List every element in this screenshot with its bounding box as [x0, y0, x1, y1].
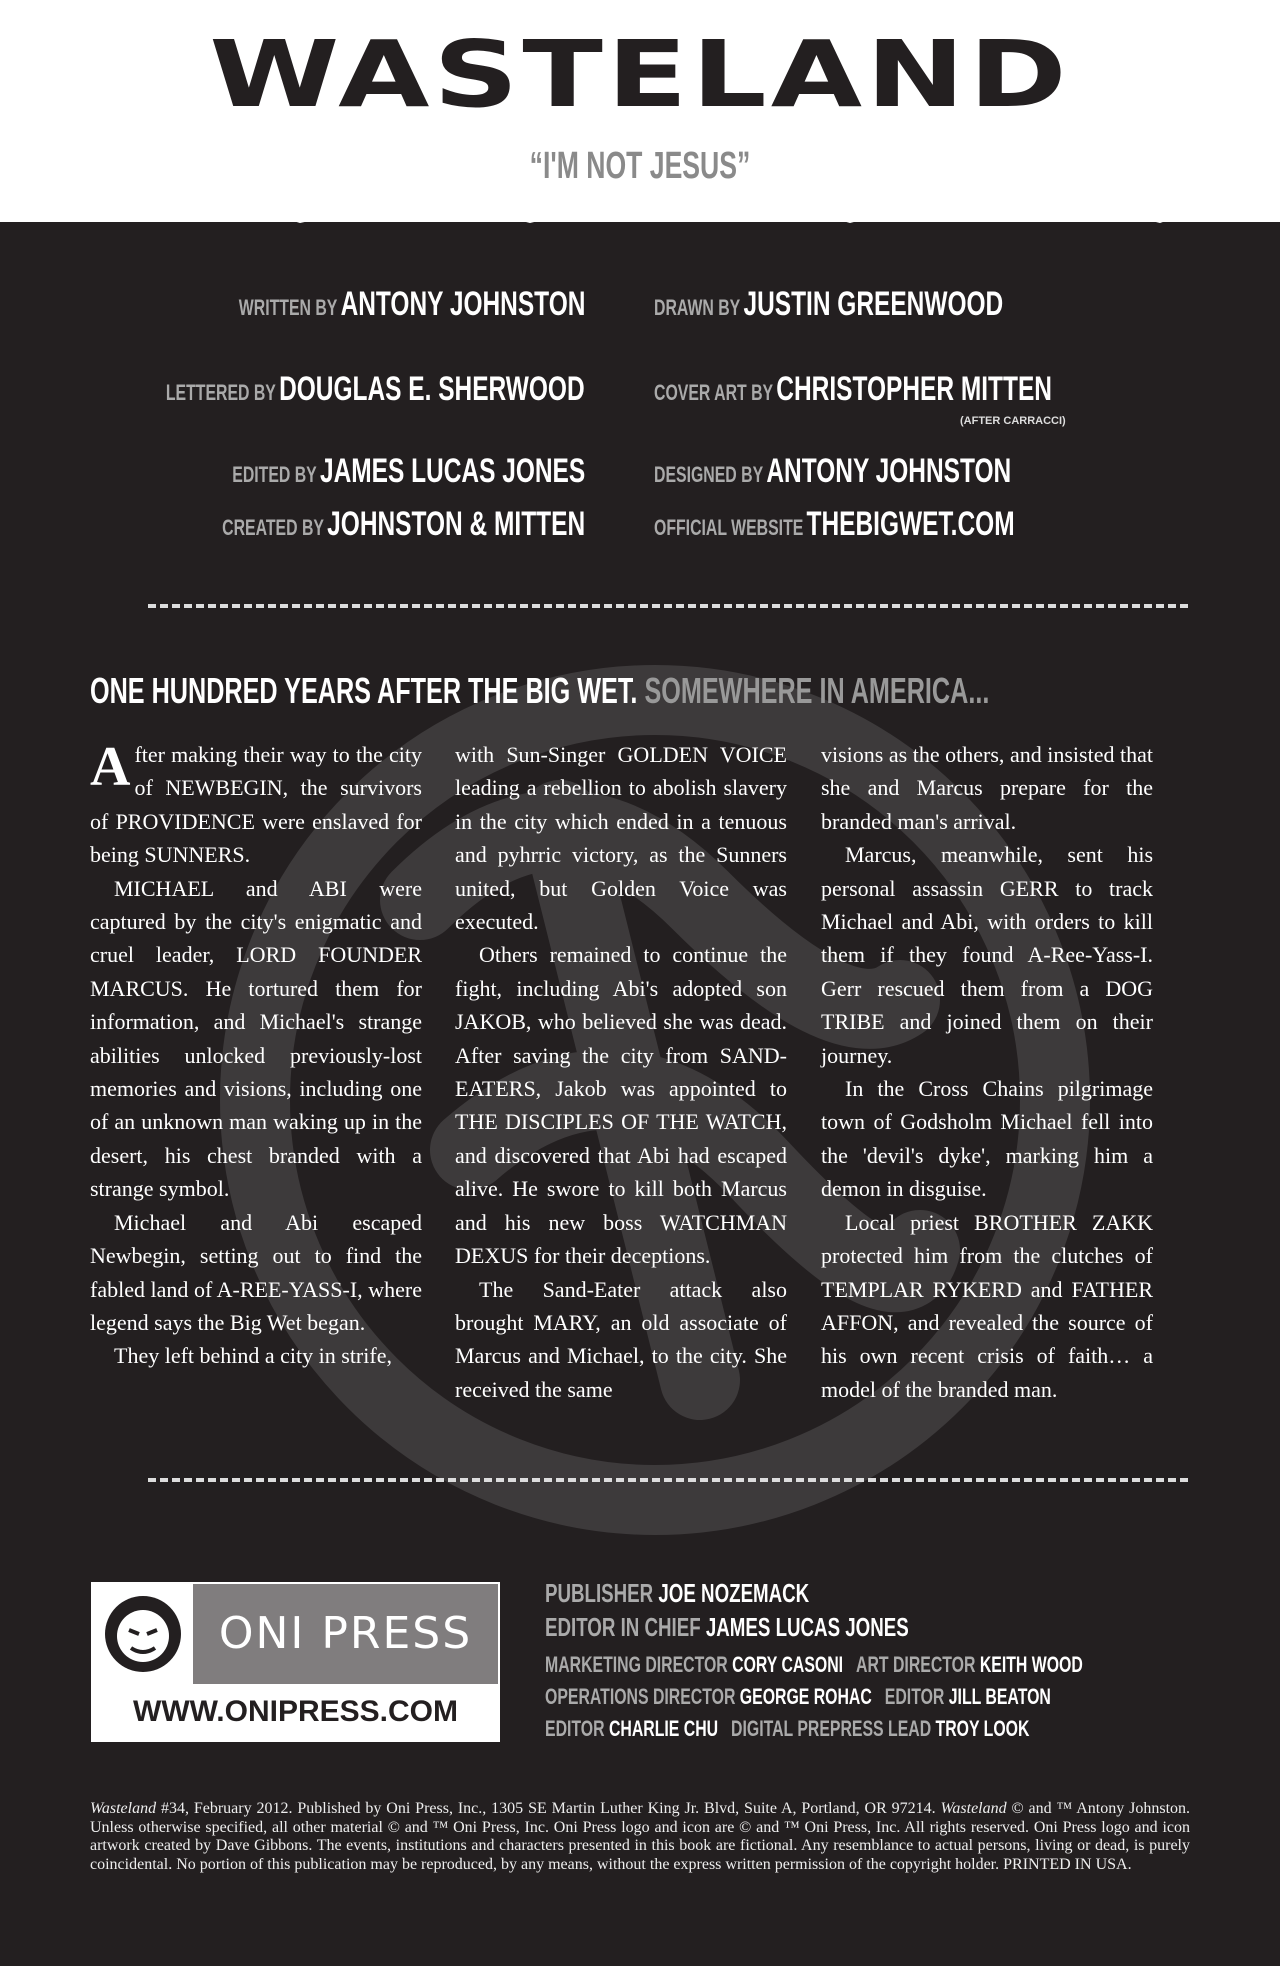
staff-role: OPERATIONS DIRECTOR: [545, 1684, 736, 1709]
credit-written: WRITTEN BY ANTONY JOHNSTON: [238, 285, 585, 323]
recap-heading: ONE HUNDRED YEARS AFTER THE BIG WET. SOMEWHERE IN AMERICA...: [90, 670, 990, 711]
recap-column-3: [821, 738, 1153, 1406]
divider: [148, 1478, 1188, 1482]
staff-row: [545, 1716, 1029, 1742]
recap-paragraph: MICHAEL and ABI were captured by the city's enigmatic and cruel leader, LORD FOUNDER MARCUS. He tortured them for information, and Michael's strange abilities unlocked previously-lost memories and visions, including one of an unknown man waking up in the desert, his chest branded with a strange symbol.: [90, 875, 422, 1202]
staff-role: EDITOR: [884, 1684, 945, 1709]
credit-designed: DESIGNED BY ANTONY JOHNSTON: [654, 452, 1012, 490]
staff-row: [545, 1578, 809, 1609]
staff-name: CHARLIE CHU: [608, 1716, 719, 1741]
credit-drawn: DRAWN BY JUSTIN GREENWOOD: [654, 285, 1004, 323]
legal-notice: Wasteland #34, February 2012. Published by Oni Press, Inc., 1305 SE Martin Luther King Jr. Blvd, Suite A, Portland, OR 97214. Wasteland © and ™ Antony Johnston. Unless otherwise specified, all other material © and ™ Oni Press, Inc. Oni Press logo and icon are © and ™ Oni Press, Inc. All rights reserved. Oni Press logo and icon artwork created by Dave Gibbons. The events, institutions and characters presented in this book are fictional. Any resemblance to actual persons, living or dead, is purely coincidental. No portion of this publication may be reproduced, by any means, without the express written permission of the copyright holder. PRINTED IN USA.: [90, 1800, 1191, 1874]
torn-edge: [0, 195, 1280, 235]
credit-website: OFFICIAL WEBSITE THEBIGWET.COM: [654, 505, 1015, 543]
publisher-name: ONI PRESS: [193, 1584, 498, 1684]
series-title: WASTELAND: [209, 20, 1071, 128]
staff-role: EDITOR: [545, 1716, 605, 1741]
recap-paragraph: In the Cross Chains pilgrimage town of Godsholm Michael fell into the 'devil's dyke', marking him a demon in disguise.: [821, 1076, 1153, 1202]
staff-role: EDITOR IN CHIEF: [545, 1612, 701, 1642]
staff-role: PUBLISHER: [545, 1578, 654, 1608]
oni-mask-icon: [93, 1584, 193, 1684]
recap-paragraph: Michael and Abi escaped Newbegin, setting out to find the fabled land of A-REE-YASS-I, where legend says the Big Wet began.: [90, 1209, 422, 1335]
recap-paragraph: They left behind a city in strife,: [114, 1343, 392, 1369]
staff-name: TROY LOOK: [935, 1716, 1030, 1741]
staff-name: KEITH WOOD: [979, 1652, 1083, 1677]
staff-role: DIGITAL PREPRESS LEAD: [731, 1716, 932, 1741]
paragraph-text: fter making their way to the city of NEWBEGIN, the survivors of PROVIDENCE were enslaved for being SUNNERS.: [90, 742, 422, 868]
recap-column-1: [90, 738, 422, 1373]
credit-lettered: LETTERED BY DOUGLAS E. SHERWOOD: [166, 370, 585, 408]
divider: [148, 604, 1188, 608]
recap-column-2: [455, 738, 787, 1406]
staff-name: JAMES LUCAS JONES: [705, 1612, 909, 1642]
credit-edited: EDITED BY JAMES LUCAS JONES: [232, 452, 585, 490]
cover-note: (AFTER CARRACCI): [960, 415, 1066, 427]
publisher-url: WWW.ONIPRESS.COM: [133, 1695, 458, 1728]
recap-paragraph: [90, 738, 422, 872]
oni-press-logo: [91, 1582, 500, 1742]
staff-name: GEORGE ROHAC: [739, 1684, 872, 1709]
recap-paragraph: Local priest BROTHER ZAKK protected him from the clutches of TEMPLAR RYKERD and FATHER AFFON, and revealed the source of his own recent crisis of faith… a model of the branded man.: [821, 1209, 1153, 1402]
drop-cap: A: [90, 736, 131, 798]
issue-title: “I'M NOT JESUS”: [529, 145, 751, 187]
recap-paragraph: with Sun-Singer GOLDEN VOICE leading a rebellion to abolish slavery in the city which ended in a tenuous and pyhrric victory, as the Sunners united, but Golden Voice was executed.: [455, 742, 787, 935]
staff-role: ART DIRECTOR: [856, 1652, 976, 1677]
recap-paragraph: visions as the others, and insisted that she and Marcus prepare for the branded man's arrival.: [821, 742, 1153, 834]
credit-created: CREATED BY JOHNSTON & MITTEN: [222, 505, 585, 543]
recap-paragraph: The Sand-Eater attack also brought MARY, an old associate of Marcus and Michael, to the city. She received the same: [455, 1276, 787, 1402]
recap-paragraph: Others remained to continue the fight, including Abi's adopted son JAKOB, who believed she was dead. After saving the city from SAND-EATERS, Jakob was appointed to THE DISCIPLES OF THE WATCH, and discovered that Abi had escaped alive. He swore to kill both Marcus and his new boss WATCHMAN DEXUS for their deceptions.: [455, 942, 787, 1269]
staff-row: [545, 1652, 1083, 1678]
recap-paragraph: Marcus, meanwhile, sent his personal assassin GERR to track Michael and Abi, with orders to kill them if they found A-Ree-Yass-I. Gerr rescued them from a DOG TRIBE and joined them on their journey.: [821, 842, 1153, 1068]
staff-name: JOE NOZEMACK: [658, 1578, 810, 1608]
credit-cover: COVER ART BY CHRISTOPHER MITTEN: [654, 370, 1052, 408]
staff-name: CORY CASONI: [732, 1652, 844, 1677]
staff-row: [545, 1684, 1051, 1710]
staff-role: MARKETING DIRECTOR: [545, 1652, 728, 1677]
staff-row: [545, 1612, 909, 1643]
staff-name: JILL BEATON: [948, 1684, 1051, 1709]
